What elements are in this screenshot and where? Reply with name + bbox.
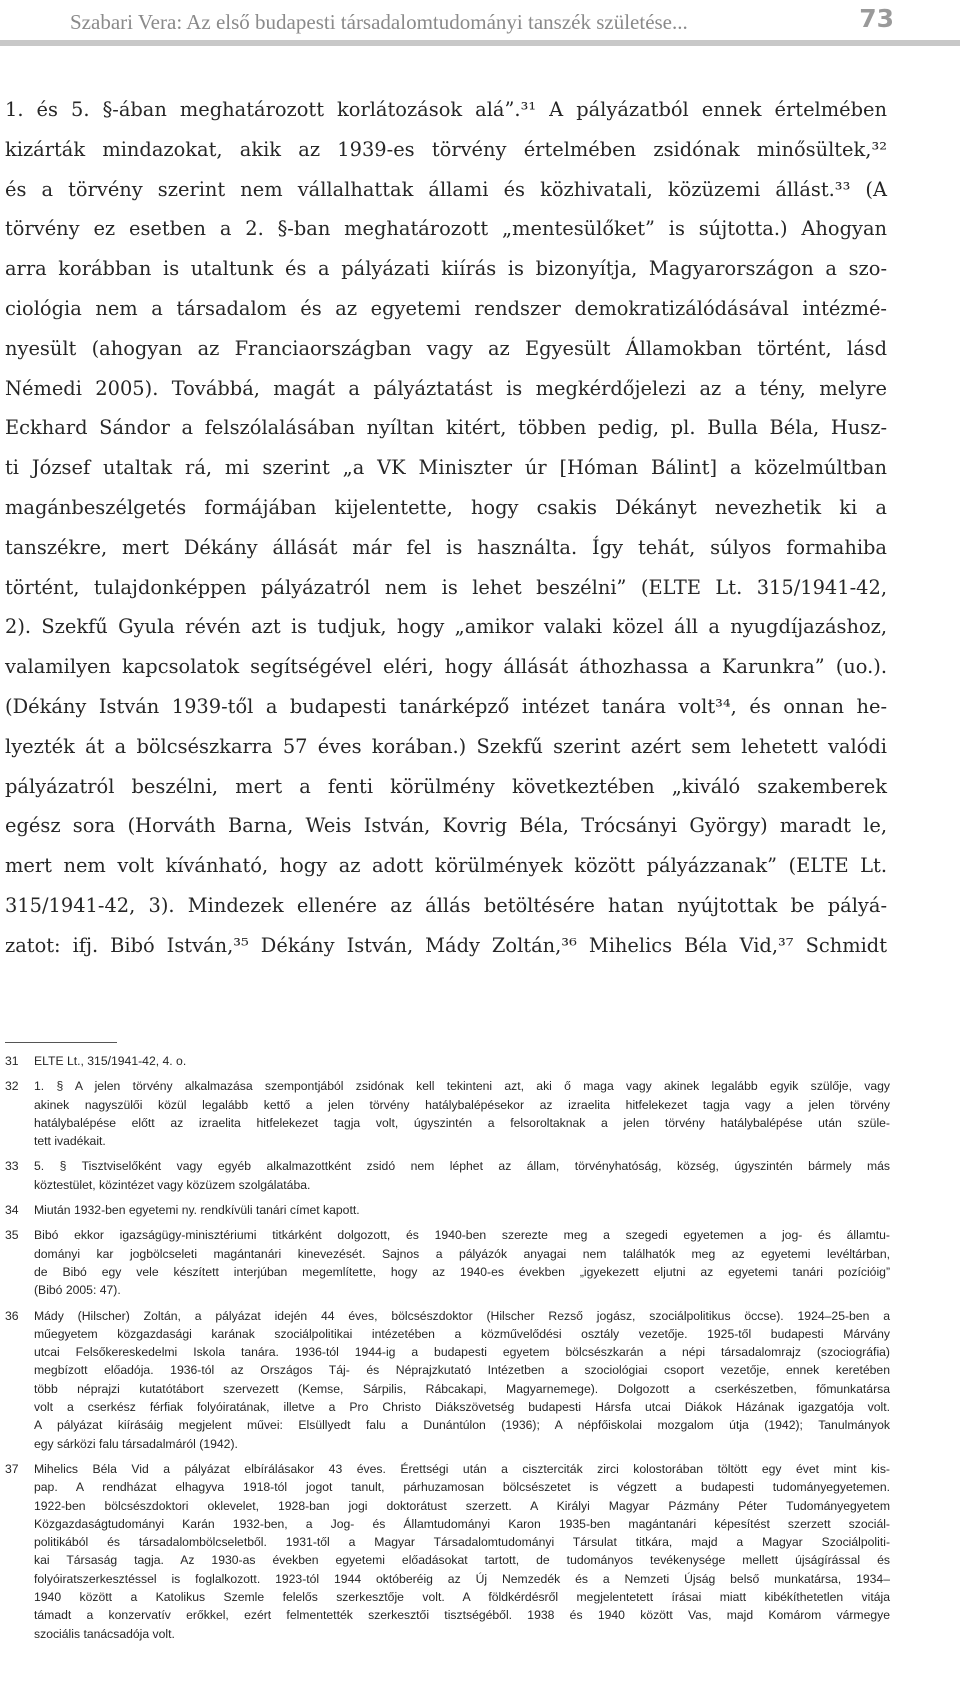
footnote	[5, 1226, 890, 1299]
footnote-line: (Bibó 2005: 47).	[34, 1283, 121, 1298]
footnote-rule	[5, 1042, 117, 1043]
body-line: ciológia nem a társadalom és az egyetemi rendszer demokratizálódásával intézmé-	[5, 296, 887, 320]
footnote-line: akinek nagyszülői közül legalább kettő a jelen törvény hatálybalépésekor az izraelita hitfelekezet tagja vagy a jelen törvény	[34, 1097, 890, 1112]
footnote-line: megbízott előadója. 1936-tól az Országos Táj- és Néprajzkutató Intézetben a szociológiai csoport vezetője, ennek keretében	[34, 1363, 890, 1378]
body-line: Eckhard Sándor a felszólalásában nyíltan kitért, többen pedig, pl. Bulla Béla, Husz-	[5, 416, 887, 440]
footnote-line: de Bibó egy vele készített interjúban megemlítette, hogy az 1940-es években „igyekezett eljutni az egyetemi tanári pozícióig”	[34, 1264, 890, 1279]
body-line: törvény ez esetben a 2. §-ban meghatározott „mentesülőket” is sújtotta.) Ahogyan	[5, 217, 887, 241]
footnote-text	[34, 1307, 890, 1453]
footnote-line: 1940 között a Katolikus Szemle felelős szerkesztője volt. A földkérdésről megjelentetett írásai miatt kibékíthetetlen vitája	[34, 1590, 890, 1605]
footnote-line: több néprajzi kutatótábort szervezett (Kemse, Sárpilis, Rábcakapi, Magyarnemege). Dolgozott a cserkészetben, főmunkatársa	[34, 1381, 890, 1396]
footnote-line: Miután 1932-ben egyetemi ny. rendkívüli tanári címet kapott.	[34, 1203, 360, 1218]
footnote-line: Mihelics Béla Vid a pályázat elbírálásakor 43 éves. Érettségi után a ciszterciták zirci kolostorában töltött egy évet mint kis-	[34, 1461, 890, 1476]
footnote	[5, 1077, 890, 1150]
body-line: nyesült (ahogyan az Franciaországban vagy az Egyesült Államokban történt, lásd	[5, 336, 887, 360]
footnote-line: dományi kar jogbölcseleti magántanári kinevezését. Sajnos a pályázók anyagai nem találhatók meg az egyetemi levéltárban,	[34, 1246, 890, 1261]
body-line: kizárták mindazokat, akik az 1939-es törvény értelmében zsidónak minősültek,³²	[5, 137, 887, 161]
footnote-line: kai Társaság tagja. Az 1930-as években egyetemi előadásokat tartott, de tudományos tevékenysége mellett újságírással és	[34, 1553, 890, 1568]
body-line: magánbeszélgetés formájában kijelentette, hogy csakis Dékányt nevezhetik ki a	[5, 495, 887, 519]
header-rule	[0, 40, 960, 46]
footnote-line: tett ivadékait.	[34, 1134, 106, 1149]
body-line: zatot: ifj. Bibó István,³⁵ Dékány István, Mády Zoltán,³⁶ Mihelics Béla Vid,³⁷ Schmidt	[5, 933, 887, 957]
body-line: Némedi 2005). Továbbá, magát a pályáztatást is megkérdőjelezi az a tény, melyre	[5, 376, 887, 400]
footnote-line: műegyetem közgazdasági karának szociálpolitikai intézetében a közművelődési osztály vezetője. 1925-től budapesti Márvány	[34, 1326, 890, 1341]
page-number: 73	[859, 4, 894, 33]
footnote-line: köztestület, közintézet vagy közüzem szolgálatába.	[34, 1177, 311, 1192]
footnote-line: 1. § A jelen törvény alkalmazása szempontjából zsidónak kell tekinteni azt, aki ő maga vagy akinek legalább egyik szülője, vagy	[34, 1079, 890, 1094]
body-line: 2). Szekfű Gyula révén azt is tudjuk, hogy „amikor valaki közel áll a nyugdíjazáshoz,	[5, 615, 887, 639]
footnote-text	[34, 1460, 890, 1643]
footnote-number: 37	[5, 1461, 19, 1476]
running-head	[64, 4, 894, 38]
body-line: 1. és 5. §-ában meghatározott korlátozások alá”.³¹ A pályázatból ennek értelmében	[5, 98, 887, 121]
footnote-line: hatálybalépése előtt az izraelita hitfelekezet tagja volt, úgyszintén a felsoroltaknak a jelen törvény hatálybalépése után szüle-	[34, 1115, 890, 1130]
footnote-line: Bibó ekkor igazságügy-minisztériumi titkárként dolgozott, és 1940-ben szerezte meg a szegedi egyetemen a jog- és államtu-	[34, 1228, 890, 1243]
footnote	[5, 1307, 890, 1453]
footnote-text	[34, 1052, 890, 1070]
footnote-number: 36	[5, 1308, 19, 1323]
body-line: és a törvény szerint nem vállalhattak állami és közhivatali, közüzemi állást.³³ (A	[5, 177, 887, 201]
body-line: (Dékány István 1939-től a budapesti tanárképző intézet tanára volt³⁴, és onnan he-	[5, 694, 887, 718]
footnote-line: folyóiratszerkesztéssel is foglalkozott. 1923-tól 1944 októberéig az Új Nemzedék és a Nemzeti Újság belső munkatársa, 1934–	[34, 1571, 890, 1586]
footnote-line: Mády (Hilscher) Zoltán, a pályázat idején 44 éves, bölcsészdoktor (Hilscher Rezső jogász, szociálpolitikus öccse). 1924–25-ben a	[34, 1308, 890, 1323]
footnote-line: egy sárközi falu társadalmáról (1942).	[34, 1436, 238, 1451]
footnote	[5, 1460, 890, 1643]
footnote-line: utcai Felsőkereskedelmi Iskola tanára. 1936-tól 1944-ig a budapesti egyetem bölcsészkarán a népi társadalomrajz (szociográfia)	[34, 1345, 890, 1360]
footnote-text	[34, 1077, 890, 1150]
body-line: ti József utaltak rá, mi szerint „a VK Miniszter úr [Hóman Bálint] a közelmúltban	[5, 456, 887, 480]
body-line: mert nem volt kívánható, hogy az adott körülmények között pályázzanak” (ELTE Lt.	[5, 854, 887, 878]
body-line: valamilyen kapcsolatok segítségével eléri, hogy állását áthozhassa a Karunkra” (uo.).	[5, 655, 887, 679]
body-line: történt, tulajdonképpen pályázatról nem is lehet beszélni” (ELTE Lt. 315/1941-42,	[5, 575, 887, 599]
footnote-number: 31	[5, 1054, 19, 1068]
body-line: pályázatról beszélni, mert a fenti körülmény következtében „kiváló szakemberek	[5, 774, 887, 798]
footnote-line: A pályázat kiírásáig megjelent művei: Elsüllyedt falu a Dunántúlon (1936); A népfőiskolai mozgalom útja (1942); Tanulmányok	[34, 1418, 890, 1433]
body-line: arra korábban is utaltunk és a pályázati kiírás is bizonyítja, Magyarországon a szo-	[5, 257, 887, 281]
footnote	[5, 1157, 890, 1194]
body-text	[5, 90, 887, 966]
footnote-line: ELTE Lt., 315/1941-42, 4. o.	[34, 1054, 187, 1068]
footnote-line: 1922-ben bölcsészdoktori oklevelet, 1928-ban jogi doktorátust szerzett. A Királyi Magyar Pázmány Péter Tudományegyetem	[34, 1498, 890, 1513]
footnote-line: volt a cserkész férfiak folyóiratának, illetve a Pro Christo Diákszövetség budapesti Hársfa utcai Diákok Házának igazgatója volt.	[34, 1400, 890, 1415]
footnote-line: pap. A rendházat elhagyva 1918-tól jogot tanult, párhuzamosan bölcsészetet is végzett a budapesti tudományegyetemen.	[34, 1480, 890, 1495]
body-line: lyezték át a bölcsészkarra 57 éves korában.) Szekfű szerint azért sem lehetett valódi	[5, 734, 887, 758]
footnotes	[5, 1052, 890, 1650]
body-line: egész sora (Horváth Barna, Weis István, Kovrig Béla, Trócsányi György) maradt le,	[5, 814, 887, 838]
footnote-line: támadt a konzervatív erőkkel, ezért felmentették szerkesztői tisztségéből. 1938 és 1940 között Vas, majd Komárom vármegye	[34, 1608, 890, 1623]
footnote-text	[34, 1157, 890, 1194]
footnote-line: Közgazdaságtudományi Karán 1932-ben, a Jog- és Államtudományi Karon 1935-ben magántanári képesítést szerzett szociál-	[34, 1516, 890, 1531]
footnote-text	[34, 1201, 890, 1219]
footnote-line: 5. § Tisztviselőként vagy egyéb alkalmazottként zsidó nem léphet az állam, törvényhatóság, község, úgyszintén bármely más	[34, 1159, 890, 1174]
footnote-number: 33	[5, 1159, 19, 1174]
footnote-number: 35	[5, 1228, 19, 1243]
footnote-number: 32	[5, 1079, 19, 1094]
footnote-line: politikából és társadalombölcseletből. 1931-től a Magyar Társadalomtudományi Társulat titkára, majd a Magyar Szociálpoliti-	[34, 1535, 890, 1550]
body-line: tanszékre, mert Dékány állását már fel is használta. Így tehát, súlyos formahiba	[5, 535, 887, 559]
running-title: Szabari Vera: Az első budapesti társadalomtudományi tanszék születése...	[70, 10, 688, 34]
body-line: 315/1941-42, 3). Mindezek ellenére az állás betöltésére hatan nyújtottak be pályá-	[5, 893, 887, 917]
footnote	[5, 1201, 890, 1219]
footnote-number: 34	[5, 1203, 19, 1218]
footnote-line: szociális tanácsadója volt.	[34, 1626, 175, 1641]
footnote-text	[34, 1226, 890, 1299]
footnote	[5, 1052, 890, 1070]
